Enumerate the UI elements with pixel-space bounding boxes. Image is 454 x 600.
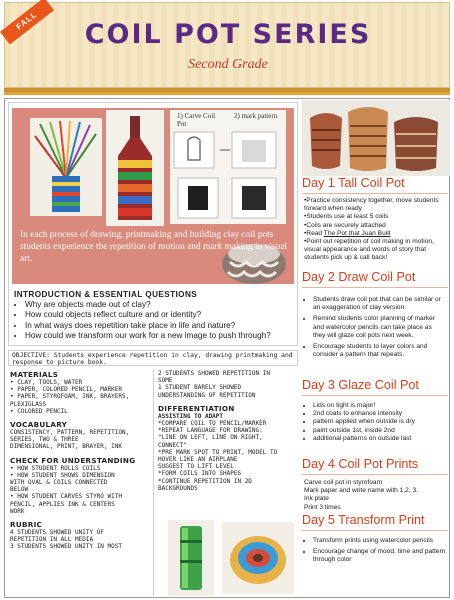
question-item: • How could we transform our work for a new image to push through? bbox=[25, 331, 294, 341]
differentiation-line: HOVER LIKE AN AIRPLANE bbox=[158, 456, 238, 464]
book-title: The Pot that Juan Built bbox=[323, 229, 391, 237]
day4-divider bbox=[302, 474, 448, 475]
check-line: • HOW STUDENT ROLLS COILS bbox=[10, 464, 101, 472]
rubric-line: 3 STUDENTS SHOWED UNITY IN MOST bbox=[10, 543, 122, 551]
day2-heading: Day 2 Draw Coil Pot bbox=[302, 270, 416, 284]
column-divider bbox=[153, 370, 154, 596]
rubric-heading: RUBRIC bbox=[10, 520, 43, 530]
differentiation-line: ASSISTING TO ADAPT bbox=[158, 412, 224, 420]
check-heading: CHECK FOR UNDERSTANDING bbox=[10, 455, 136, 465]
objective-box: OBJECTIVE: Students experience repetition in clay, drawing printmaking and response to picture book. bbox=[8, 350, 298, 366]
day1-heading: Day 1 Tall Coil Pot bbox=[302, 176, 405, 190]
materials-item: • PAPER, COLORED PENCIL, MARKER bbox=[10, 386, 122, 394]
middle-column bbox=[158, 370, 298, 492]
day4-line: Print 3 times bbox=[304, 503, 341, 511]
differentiation-line: *REPEAT LANGUAGE FOR DRAWING: bbox=[158, 427, 263, 435]
header-banner bbox=[4, 2, 450, 88]
colorful-pot-image bbox=[222, 522, 294, 594]
left-column bbox=[10, 370, 152, 551]
pottery-photo bbox=[302, 100, 450, 176]
differentiation-line: BACKGROUNDS bbox=[158, 484, 198, 492]
day5-bullet: • Transform prints using watercolor pencils bbox=[313, 537, 446, 545]
vocabulary-line: CONSISTENCY, PATTERN, REPETITION, bbox=[10, 429, 130, 437]
day3-bullet: • pattern applied when outside is dry bbox=[313, 418, 446, 426]
rubric-line: 1 STUDENT BARELY SHOWED bbox=[158, 384, 242, 392]
intro-text: In each process of drawing, printmaking and building clay coil pots students experience the repetition of motion and mark making in visual art. bbox=[20, 230, 288, 264]
day3-bullet: • 2nd coats to enhance intensity bbox=[313, 410, 446, 418]
student-drawing-pot-image bbox=[30, 118, 102, 216]
student-drawing-bottle-image bbox=[106, 110, 164, 226]
check-line: PENCIL, APPLIES INK & CENTERS bbox=[10, 500, 115, 508]
day4-line: Mark paper and write name with 1,2, 3. bbox=[304, 487, 418, 495]
question-item: • How could objects reflect culture and or identity? bbox=[25, 310, 294, 320]
day1-body bbox=[304, 197, 446, 263]
day2-body bbox=[304, 296, 446, 362]
day3-heading: Day 3 Glaze Coil Pot bbox=[302, 378, 419, 392]
materials-item: • COLORED PENCIL bbox=[10, 407, 68, 415]
differentiation-line: *FORM COILS INTO SHAPES bbox=[158, 470, 242, 478]
page-title: COIL POT SERIES bbox=[84, 19, 372, 50]
carve-note: 1) Carve Coil Pot bbox=[177, 112, 216, 128]
rubric-line: 4 STUDENTS SHOWED UNITY OF bbox=[10, 529, 104, 537]
materials-item: PLEXIGLASS bbox=[10, 400, 47, 408]
differentiation-line: SUGGEST TO LIFT LEVEL bbox=[158, 463, 234, 471]
day1-read-line bbox=[304, 230, 446, 238]
page-subtitle: Second Grade bbox=[188, 57, 268, 72]
differentiation-line: CONNECT" bbox=[158, 441, 187, 449]
day3-body bbox=[304, 402, 446, 443]
day3-bullet: • Lids on tight is major! bbox=[313, 402, 446, 410]
day4-line: Ink plate bbox=[304, 495, 329, 503]
day2-divider bbox=[302, 287, 448, 288]
day2-bullet: • Remind students color planning of marker and watercolor pencils can take place as they will glaze coil pots next week. bbox=[313, 315, 446, 340]
check-line: • HOW STUDENT SHOWS DIMENSION bbox=[10, 471, 115, 479]
day4-heading: Day 4 Coil Pot Prints bbox=[302, 457, 419, 471]
materials-item: • CLAY, TOOLS, WATER bbox=[10, 379, 83, 386]
essential-questions-heading: INTRODUCTION & ESSENTIAL QUESTIONS bbox=[14, 290, 198, 299]
differentiation-line: "LINE ON LEFT, LINE ON RIGHT, bbox=[158, 434, 263, 442]
rubric-line: SOME bbox=[158, 377, 173, 385]
differentiation-line: *CONTINUE REPETITION IN 2D bbox=[158, 477, 252, 485]
materials-item: • PAPER, STYROFOAM, INK, BRAYERS, bbox=[10, 393, 130, 401]
read-prefix: •Read bbox=[304, 229, 324, 237]
materials-heading: MATERIALS bbox=[10, 370, 59, 379]
day1-line: •Point out repetition of coil making in motion, visual appearance and words of story that students pick up & call back! bbox=[304, 238, 434, 262]
day2-bullet: • Encourage students to layer colors and consider a pattern that repeats. bbox=[313, 343, 446, 359]
rubric-line: UNDERSTANDING OF REPETITION bbox=[158, 391, 256, 399]
differentiation-line: *COMPARE COIL TO PENCIL/MARKER bbox=[158, 420, 267, 428]
vocabulary-line: SERIES, TWO & THREE bbox=[10, 436, 79, 444]
differentiation-line: *PRE MARK SPOT TO PRINT, MODEL TO bbox=[158, 448, 278, 456]
rubric-line: REPETITION IN ALL MEDIA bbox=[10, 536, 94, 544]
day1-line: •Coils are securely attached bbox=[304, 221, 386, 229]
differentiation-heading: DIFFERENTIATION bbox=[158, 403, 235, 413]
question-item: • In what ways does repetition take place in life and nature? bbox=[25, 321, 294, 331]
question-item: • Why are objects made out of clay? bbox=[25, 300, 294, 310]
day5-divider bbox=[302, 530, 448, 531]
day5-body bbox=[304, 537, 446, 568]
day3-bullet: • additional patterns on outside last bbox=[313, 435, 446, 443]
day1-divider bbox=[302, 193, 448, 194]
day4-line: Carve coil pot in styrofoam bbox=[304, 479, 383, 486]
vocabulary-line: DIMENSIONAL, PRINT, BRAYER, INK bbox=[10, 443, 122, 451]
day1-line: •Students use at least 5 coils bbox=[304, 213, 389, 221]
check-line: WITH OVAL & COILS CONNECTED bbox=[10, 479, 108, 487]
day4-body bbox=[304, 479, 446, 512]
essential-questions bbox=[14, 290, 294, 342]
banner-stripe-bottom bbox=[4, 92, 450, 95]
mark-note: 2) mark pattern bbox=[234, 112, 278, 120]
painted-tube-image bbox=[168, 520, 214, 596]
day1-line: •Practice consistency together, move students forward when ready bbox=[304, 197, 439, 213]
day3-divider bbox=[302, 395, 448, 396]
check-line: • HOW STUDENT CARVES STYRO WITH bbox=[10, 493, 122, 501]
day2-bullet: • Students draw coil pot that can be similar or an exaggeration of clay version. bbox=[313, 296, 446, 312]
season-ribbon: FALL bbox=[0, 0, 54, 45]
day5-bullet: • Encourage change of mood, time and pattern through color bbox=[313, 548, 446, 564]
day5-heading: Day 5 Transform Print bbox=[302, 513, 425, 527]
vocabulary-heading: VOCABULARY bbox=[10, 420, 68, 430]
rubric-line: 2 STUDENTS SHOWED REPETITION IN bbox=[158, 370, 270, 377]
check-line: BELOW bbox=[10, 486, 29, 494]
check-line: WORK bbox=[10, 507, 25, 515]
day3-bullet: • paint outside 1st, inside 2nd bbox=[313, 427, 446, 435]
